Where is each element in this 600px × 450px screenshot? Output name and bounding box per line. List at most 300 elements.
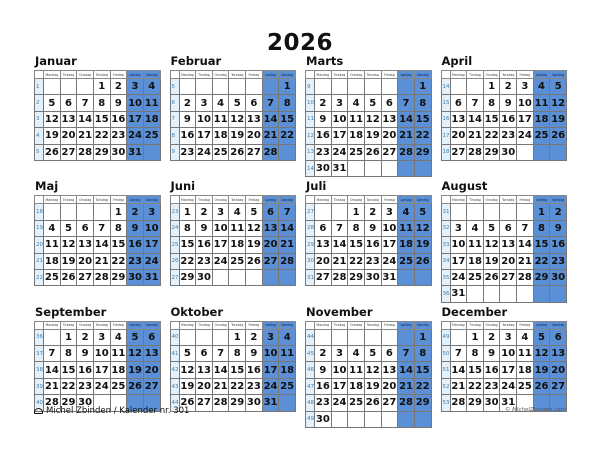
day-cell: 13	[60, 111, 77, 127]
week-number-header	[306, 196, 315, 204]
day-cell: 9	[364, 220, 381, 236]
day-cell: 27	[381, 395, 398, 411]
day-cell: 2	[110, 79, 127, 95]
day-cell: 29	[533, 269, 550, 285]
day-cell: 17	[517, 111, 534, 127]
empty-cell	[364, 79, 381, 95]
day-cell: 9	[110, 95, 127, 111]
day-cell: 9	[127, 220, 144, 236]
weekday-header: Torsdag	[93, 196, 110, 204]
weekday-header: Onsdag	[483, 196, 500, 204]
weekday-header: Mandag	[45, 323, 59, 328]
day-cell: 14	[279, 220, 296, 236]
week-number-header	[441, 321, 450, 329]
day-cell: 19	[364, 378, 381, 394]
day-cell: 6	[262, 204, 279, 220]
month-november	[305, 303, 432, 428]
empty-cell	[550, 286, 567, 302]
day-cell: 22	[414, 128, 431, 144]
empty-cell	[533, 286, 550, 302]
day-cell: 26	[533, 378, 550, 394]
day-cell: 23	[246, 378, 263, 394]
day-cell: 23	[364, 253, 381, 269]
month-name: September	[35, 304, 107, 319]
day-cell: 4	[348, 346, 365, 362]
week-number: 36	[441, 286, 450, 302]
day-cell: 22	[60, 378, 77, 394]
week-number: 24	[170, 220, 179, 236]
day-cell: 6	[450, 95, 467, 111]
day-cell: 28	[44, 395, 61, 411]
day-cell: 7	[212, 346, 229, 362]
week-number-header	[441, 71, 450, 79]
month-juni	[170, 177, 297, 302]
month-april	[441, 52, 568, 177]
day-cell: 20	[315, 253, 332, 269]
footer-credit	[34, 406, 189, 416]
empty-cell	[414, 160, 431, 176]
day-cell: 9	[483, 346, 500, 362]
day-cell: 25	[517, 378, 534, 394]
week-number: 19	[35, 220, 44, 236]
day-cell: 24	[331, 144, 348, 160]
day-cell: 22	[110, 253, 127, 269]
month-name: Maj	[35, 179, 59, 194]
day-cell: 8	[533, 220, 550, 236]
empty-cell	[398, 411, 415, 427]
day-cell: 1	[467, 329, 484, 345]
day-cell: 17	[127, 111, 144, 127]
empty-cell	[364, 329, 381, 345]
day-cell: 7	[398, 346, 415, 362]
day-cell: 17	[212, 237, 229, 253]
day-cell: 8	[93, 95, 110, 111]
day-cell: 3	[450, 220, 467, 236]
day-cell: 10	[212, 220, 229, 236]
weekday-header: Mandag	[45, 72, 59, 77]
day-cell: 4	[110, 329, 127, 345]
week-number: 30	[306, 253, 315, 269]
day-cell: 17	[450, 253, 467, 269]
day-cell: 25	[467, 269, 484, 285]
day-cell: 1	[229, 329, 246, 345]
day-cell: 5	[229, 95, 246, 111]
day-cell: 16	[127, 237, 144, 253]
weekday-header: Lørdag	[127, 71, 144, 79]
week-number: 34	[441, 253, 450, 269]
day-cell: 31	[262, 395, 279, 411]
week-number: 11	[306, 111, 315, 127]
week-number: 12	[306, 128, 315, 144]
day-cell: 28	[331, 269, 348, 285]
day-cell: 4	[517, 329, 534, 345]
day-cell: 2	[364, 204, 381, 220]
day-cell: 4	[143, 79, 160, 95]
weekday-header: Fredag	[110, 71, 127, 79]
day-cell: 10	[93, 346, 110, 362]
day-cell: 13	[315, 237, 332, 253]
footer-website: © MichelZbinden.com	[504, 407, 566, 413]
day-cell: 24	[450, 269, 467, 285]
day-cell: 3	[143, 204, 160, 220]
day-cell: 30	[364, 269, 381, 285]
day-cell: 28	[517, 269, 534, 285]
empty-cell	[44, 329, 61, 345]
day-cell: 3	[93, 329, 110, 345]
week-number: 8	[170, 128, 179, 144]
day-cell: 28	[77, 144, 94, 160]
month-name: Marts	[306, 54, 344, 68]
day-cell: 10	[262, 346, 279, 362]
empty-cell	[229, 79, 246, 95]
day-cell: 18	[517, 362, 534, 378]
day-cell: 18	[44, 253, 61, 269]
empty-cell	[550, 144, 567, 160]
year-title: 2026	[266, 30, 333, 56]
week-number: 40	[35, 395, 44, 411]
day-cell: 12	[127, 346, 144, 362]
day-cell: 15	[414, 362, 431, 378]
day-cell: 25	[143, 128, 160, 144]
week-number: 35	[441, 269, 450, 285]
weekday-header: Fredag	[381, 196, 398, 204]
empty-cell	[381, 411, 398, 427]
weekday-header: Lørdag	[533, 71, 550, 79]
week-number: 16	[441, 111, 450, 127]
weekday-header: Onsdag	[348, 71, 365, 79]
day-cell: 23	[315, 395, 332, 411]
day-cell: 22	[179, 253, 196, 269]
empty-cell	[262, 269, 279, 285]
day-cell: 19	[414, 237, 431, 253]
day-cell: 24	[331, 395, 348, 411]
weekday-header: Torsdag	[93, 321, 110, 329]
day-cell: 12	[364, 111, 381, 127]
weekday-header: Onsdag	[212, 196, 229, 204]
day-cell: 12	[246, 220, 263, 236]
weekday-header: Onsdag	[483, 321, 500, 329]
week-number: 32	[441, 220, 450, 236]
day-cell: 19	[179, 378, 196, 394]
day-cell: 12	[364, 362, 381, 378]
day-cell: 6	[77, 220, 94, 236]
empty-cell	[450, 79, 467, 95]
day-cell: 22	[348, 253, 365, 269]
weekday-header: Fredag	[110, 321, 127, 329]
week-number: 2	[35, 95, 44, 111]
day-cell: 21	[44, 378, 61, 394]
empty-cell	[467, 286, 484, 302]
week-number: 9	[170, 144, 179, 160]
day-cell: 5	[44, 95, 61, 111]
empty-cell	[364, 411, 381, 427]
day-cell: 3	[331, 346, 348, 362]
day-cell: 4	[229, 204, 246, 220]
day-cell: 17	[196, 128, 213, 144]
day-cell: 21	[398, 128, 415, 144]
week-number: 49	[306, 411, 315, 427]
day-cell: 11	[533, 95, 550, 111]
week-number-header	[35, 196, 44, 204]
empty-cell	[483, 204, 500, 220]
empty-cell	[246, 269, 263, 285]
hat-logo-icon	[34, 408, 43, 414]
empty-cell	[331, 329, 348, 345]
empty-cell	[517, 204, 534, 220]
weekday-header: Torsdag	[93, 71, 110, 79]
day-cell: 27	[381, 144, 398, 160]
day-cell: 14	[517, 237, 534, 253]
day-cell: 18	[110, 362, 127, 378]
week-number: 14	[441, 79, 450, 95]
week-number: 20	[35, 237, 44, 253]
empty-cell	[331, 79, 348, 95]
day-cell: 11	[229, 220, 246, 236]
day-cell: 30	[110, 144, 127, 160]
day-cell: 29	[467, 395, 484, 411]
day-cell: 19	[246, 237, 263, 253]
day-cell: 25	[533, 128, 550, 144]
day-cell: 7	[398, 95, 415, 111]
day-cell: 16	[110, 111, 127, 127]
month-name: Oktober	[170, 304, 224, 319]
day-cell: 4	[398, 204, 415, 220]
week-number: 3	[35, 111, 44, 127]
weekday-header: Tirsdag	[331, 196, 348, 204]
weekday-header: Mandag	[451, 323, 465, 328]
day-cell: 24	[212, 253, 229, 269]
day-cell: 29	[483, 144, 500, 160]
day-cell: 19	[533, 362, 550, 378]
week-number: 48	[306, 395, 315, 411]
week-number: 9	[306, 79, 315, 95]
day-cell: 11	[143, 95, 160, 111]
week-number: 45	[306, 346, 315, 362]
day-cell: 14	[398, 362, 415, 378]
weekday-header: Fredag	[381, 71, 398, 79]
day-cell: 25	[348, 144, 365, 160]
day-cell: 24	[381, 253, 398, 269]
day-cell: 30	[77, 395, 94, 411]
day-cell: 2	[127, 204, 144, 220]
empty-cell	[450, 329, 467, 345]
day-cell: 8	[179, 220, 196, 236]
empty-cell	[179, 79, 196, 95]
day-cell: 24	[93, 378, 110, 394]
day-cell: 8	[60, 346, 77, 362]
day-cell: 18	[212, 128, 229, 144]
day-cell: 24	[127, 128, 144, 144]
day-cell: 24	[262, 378, 279, 394]
week-number: 37	[35, 346, 44, 362]
empty-cell	[467, 204, 484, 220]
day-cell: 26	[550, 128, 567, 144]
weekday-header: Søndag	[279, 196, 296, 204]
month-name: Juni	[170, 179, 196, 194]
day-cell: 12	[550, 95, 567, 111]
month-name: Januar	[35, 54, 77, 68]
empty-cell	[77, 204, 94, 220]
empty-cell	[398, 269, 415, 285]
day-cell: 10	[381, 220, 398, 236]
day-cell: 1	[60, 329, 77, 345]
day-cell: 2	[500, 79, 517, 95]
weekday-header: Mandag	[451, 72, 465, 77]
day-cell: 17	[331, 128, 348, 144]
week-number: 6	[170, 95, 179, 111]
day-cell: 1	[93, 79, 110, 95]
week-number-header	[35, 321, 44, 329]
month-februar	[170, 52, 297, 177]
day-cell: 26	[179, 395, 196, 411]
day-cell: 22	[533, 253, 550, 269]
week-number: 17	[441, 128, 450, 144]
day-cell: 25	[110, 378, 127, 394]
week-number: 41	[170, 346, 179, 362]
day-cell: 15	[110, 237, 127, 253]
weekday-header: Torsdag	[364, 71, 381, 79]
weekday-header: Lørdag	[262, 321, 279, 329]
day-cell: 2	[315, 346, 332, 362]
day-cell: 15	[483, 111, 500, 127]
weekday-header: Søndag	[414, 71, 431, 79]
day-cell: 12	[229, 111, 246, 127]
week-number: 28	[306, 220, 315, 236]
day-cell: 23	[77, 378, 94, 394]
day-cell: 15	[93, 111, 110, 127]
empty-cell	[348, 329, 365, 345]
day-cell: 18	[467, 253, 484, 269]
day-cell: 6	[246, 95, 263, 111]
month-name: April	[441, 54, 473, 68]
day-cell: 11	[398, 220, 415, 236]
day-cell: 14	[398, 111, 415, 127]
day-cell: 18	[348, 128, 365, 144]
empty-cell	[331, 204, 348, 220]
day-cell: 15	[414, 111, 431, 127]
weekday-header: Fredag	[381, 321, 398, 329]
day-cell: 20	[60, 128, 77, 144]
month-table	[441, 195, 568, 302]
day-cell: 14	[93, 237, 110, 253]
day-cell: 17	[143, 237, 160, 253]
day-cell: 26	[414, 253, 431, 269]
day-cell: 25	[44, 269, 61, 285]
day-cell: 16	[77, 362, 94, 378]
day-cell: 10	[143, 220, 160, 236]
weekday-header: Tirsdag	[196, 196, 213, 204]
day-cell: 5	[533, 329, 550, 345]
day-cell: 27	[262, 253, 279, 269]
day-cell: 7	[93, 220, 110, 236]
weekday-header: Mandag	[316, 197, 330, 202]
weekday-header: Tirsdag	[196, 321, 213, 329]
weekday-header: Søndag	[279, 71, 296, 79]
month-name: Juli	[306, 179, 327, 194]
day-cell: 18	[348, 378, 365, 394]
week-number: 1	[35, 79, 44, 95]
day-cell: 31	[381, 269, 398, 285]
week-number: 26	[170, 253, 179, 269]
day-cell: 1	[533, 204, 550, 220]
day-cell: 10	[331, 362, 348, 378]
week-number-header	[35, 71, 44, 79]
day-cell: 6	[60, 95, 77, 111]
month-table	[170, 195, 297, 286]
day-cell: 19	[483, 253, 500, 269]
day-cell: 27	[550, 378, 567, 394]
empty-cell	[77, 79, 94, 95]
day-cell: 9	[196, 220, 213, 236]
empty-cell	[414, 269, 431, 285]
week-number: 42	[170, 362, 179, 378]
week-number: 31	[441, 204, 450, 220]
weekday-header: Tirsdag	[60, 321, 77, 329]
weekday-header: Lørdag	[398, 71, 415, 79]
day-cell: 29	[414, 395, 431, 411]
weekday-header: Søndag	[414, 196, 431, 204]
day-cell: 6	[143, 329, 160, 345]
weekday-header: Torsdag	[229, 321, 246, 329]
day-cell: 17	[93, 362, 110, 378]
day-cell: 16	[315, 378, 332, 394]
day-cell: 22	[414, 378, 431, 394]
week-number: 43	[170, 378, 179, 394]
weekday-header: Torsdag	[500, 196, 517, 204]
day-cell: 4	[279, 329, 296, 345]
day-cell: 17	[381, 237, 398, 253]
day-cell: 21	[450, 378, 467, 394]
weekday-header: Tirsdag	[467, 196, 484, 204]
month-table	[305, 321, 432, 428]
day-cell: 28	[93, 269, 110, 285]
day-cell: 3	[262, 329, 279, 345]
day-cell: 13	[196, 362, 213, 378]
empty-cell	[467, 79, 484, 95]
empty-cell	[348, 79, 365, 95]
day-cell: 9	[179, 111, 196, 127]
weekday-header: Søndag	[143, 321, 160, 329]
day-cell: 20	[246, 128, 263, 144]
day-cell: 16	[196, 237, 213, 253]
day-cell: 5	[364, 346, 381, 362]
day-cell: 9	[315, 111, 332, 127]
day-cell: 1	[179, 204, 196, 220]
month-table	[305, 195, 432, 286]
day-cell: 8	[483, 95, 500, 111]
week-number: 4	[35, 128, 44, 144]
day-cell: 21	[467, 128, 484, 144]
day-cell: 8	[279, 95, 296, 111]
day-cell: 12	[60, 237, 77, 253]
week-number: 40	[170, 329, 179, 345]
empty-cell	[381, 79, 398, 95]
empty-cell	[364, 160, 381, 176]
month-table	[34, 70, 161, 161]
weekday-header: Søndag	[550, 71, 567, 79]
day-cell: 23	[500, 128, 517, 144]
empty-cell	[500, 286, 517, 302]
month-table	[170, 70, 297, 161]
day-cell: 25	[229, 253, 246, 269]
empty-cell	[44, 79, 61, 95]
weekday-header: Tirsdag	[60, 196, 77, 204]
day-cell: 31	[127, 144, 144, 160]
day-cell: 15	[60, 362, 77, 378]
day-cell: 18	[229, 237, 246, 253]
month-name: December	[441, 304, 508, 319]
empty-cell	[212, 79, 229, 95]
